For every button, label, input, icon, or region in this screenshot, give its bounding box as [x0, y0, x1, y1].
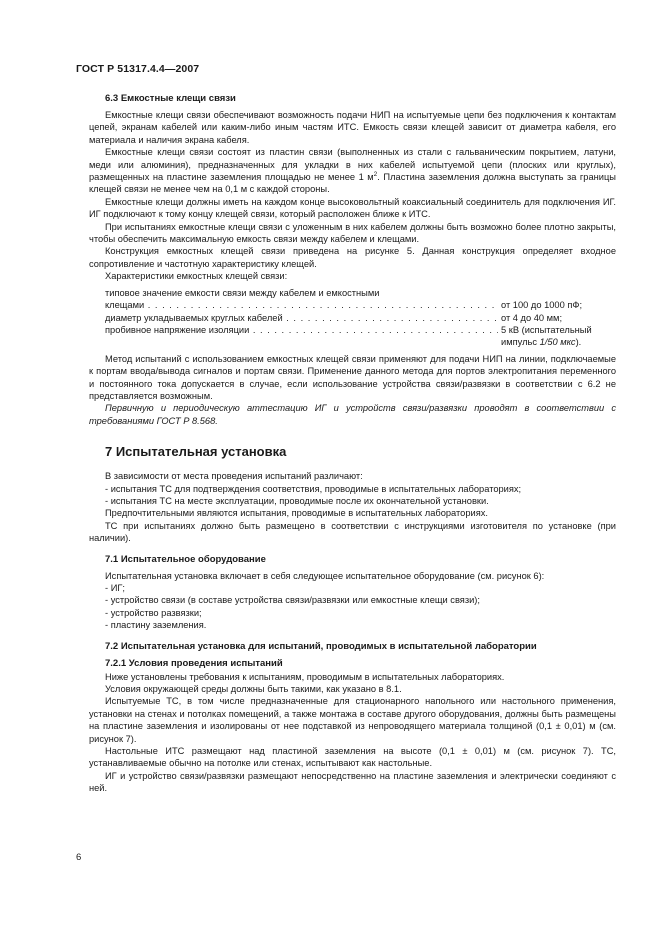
paragraph: Ниже установлены требования к испытаниям, проводимым в испытательных лабораториях. — [105, 671, 505, 682]
paragraph: Конструкция емкостных клещей связи приведена на рисунке 5. Данная конструкция определяет входное сопротивление и частотную характеристику клещей. — [89, 246, 616, 269]
list-item: - устройство связи (в составе устройства связи/развязки или емкостные клещи связи); — [105, 594, 616, 606]
spec-value — [498, 324, 616, 349]
spec-row — [105, 299, 616, 311]
paragraph: При испытаниях емкостные клещи связи с уложенным в них кабелем должны быть возможно более плотно закрыты, чтобы обеспечить максимальную емкость связи между кабелем и клещами. — [89, 221, 616, 245]
section-7-heading: 7 Испытательная установка — [105, 444, 287, 460]
bullet-list — [89, 582, 616, 632]
characteristics-list — [105, 287, 616, 349]
section-6-3-heading: 6.3 Емкостные клещи связи — [105, 93, 236, 104]
paragraph: Настольные ИТС размещают над пластиной заземления на высоте (0,1 ± 0,01) м (см. рисунок 7). ТС, устанавливаемые обычно на потолке или стенах, испытывают как настольные. — [89, 746, 616, 769]
list-item: - пластину заземления. — [105, 619, 616, 631]
paragraph: Емкостные клещи связи обеспечивают возможность подачи НИП на испытуемые цепи без подключения к контактам цепей, экранам кабелей или каким-либо иным частям ИТС. Емкость связи клещей зависит от диаметра кабеля, его материала и наличия экрана кабеля. — [89, 110, 616, 145]
spec-label: пробивное напряжение изоляции . . . — [105, 324, 498, 336]
text-run: ). — [575, 337, 582, 348]
section-7-2-1-heading: 7.2.1 Условия проведения испытаний — [105, 657, 283, 669]
superscript: 2 — [373, 170, 378, 178]
list-item: - испытания ТС на месте эксплуатации, проводимые после их окончательной установки. — [105, 495, 616, 507]
section-7-2-heading: 7.2 Испытательная установка для испытаний, проводимых в испытательной лаборатории — [105, 640, 537, 652]
list-item: - ИГ; — [105, 582, 616, 594]
section-7-1-heading: 7.1 Испытательное оборудование — [105, 553, 266, 565]
list-item: - устройство развязки; — [105, 607, 616, 619]
text-run: . Пластина заземления должна выступать за границы клещей связи не менее чем на 0,1 м с каждой стороны. — [89, 172, 616, 195]
paragraph: ИГ и устройство связи/развязки размещают непосредственно на пластине заземления и электрически соединяют с ней. — [89, 770, 616, 794]
paragraph: Испытуемые ТС, в том числе предназначенные для стационарного напольного или настольного применения, установки на стенах и потолках помещений, а также монтажа в составе другого оборудования, должны быть размещены на пластине заземления и изолированы от нее подставкой из непроводящего материала толщиной (0,1 ± 0,01) м (см. рисунок 7). — [89, 696, 616, 744]
document-header: ГОСТ Р 51317.4.4—2007 — [76, 63, 200, 75]
list-item: - испытания ТС для подтверждения соответствия, проводимые в испытательных лабораториях; — [105, 483, 616, 495]
page-content — [89, 92, 616, 795]
text-run: 5 кВ (испытательный импульс — [501, 324, 592, 348]
paragraph: Испытательная установка включает в себя следующее испытательное оборудование (см. рисунок 6): — [105, 570, 545, 581]
paragraph: Предпочтительными являются испытания, проводимые в испытательных лабораториях. — [105, 508, 488, 519]
spec-row-text: типовое значение емкости связи между кабелем и емкостными — [105, 287, 380, 298]
spec-value: от 100 до 1000 пФ; — [498, 299, 616, 311]
spec-row — [105, 324, 616, 349]
paragraph: В зависимости от места проведения испытаний различают: — [105, 471, 363, 482]
text-run: Емкостные клещи связи состоят из пластин связи (выполненных из стали с гальваническим покрытием, латуни, меди или алюминия), предназначенных для укладки в них кабелей испытуемой цепи (плоских или круглых), размещенных на пластине заземления площадью не менее 1 м — [89, 147, 616, 183]
paragraph-italic: Первичную и периодическую аттестацию ИГ и устройств связи/развязки проводят в соответствии с требованиями ГОСТ Р 8.568. — [89, 403, 616, 426]
spec-value: от 4 до 40 мм; — [498, 312, 616, 324]
spec-row — [105, 312, 616, 324]
text-run-italic: 1/50 мкс — [539, 337, 576, 348]
paragraph: Условия окружающей среды должны быть такими, как указано в 8.1. — [105, 684, 402, 695]
paragraph: Емкостные клещи должны иметь на каждом конце высоковольтный коаксиальный соединитель для подключения ИГ. ИГ подключают к тому концу клещей связи, который расположен ближе к ИТС. — [89, 196, 616, 220]
paragraph: Метод испытаний с использованием емкостных клещей связи применяют для подачи НИП на линии, подключаемые к портам ввода/вывода сигналов и портам связи. Применение данного метода для портов электропитания переменного и постоянного тока допускается в случае, если использование устройства связи/развязки в соответствии с 6.2 не представляется возможным. — [89, 353, 616, 401]
paragraph: Характеристики емкостных клещей связи: — [105, 271, 288, 282]
paragraph: ТС при испытаниях должно быть размещено в соответствии с инструкциями изготовителя по установке (при наличии). — [89, 520, 616, 544]
bullet-list — [89, 483, 616, 508]
page-number: 6 — [76, 852, 82, 863]
spec-label: диаметр укладываемых круглых кабелей . . . — [105, 312, 498, 324]
spec-label: клещами . . . — [105, 299, 498, 311]
paragraph — [89, 146, 616, 196]
